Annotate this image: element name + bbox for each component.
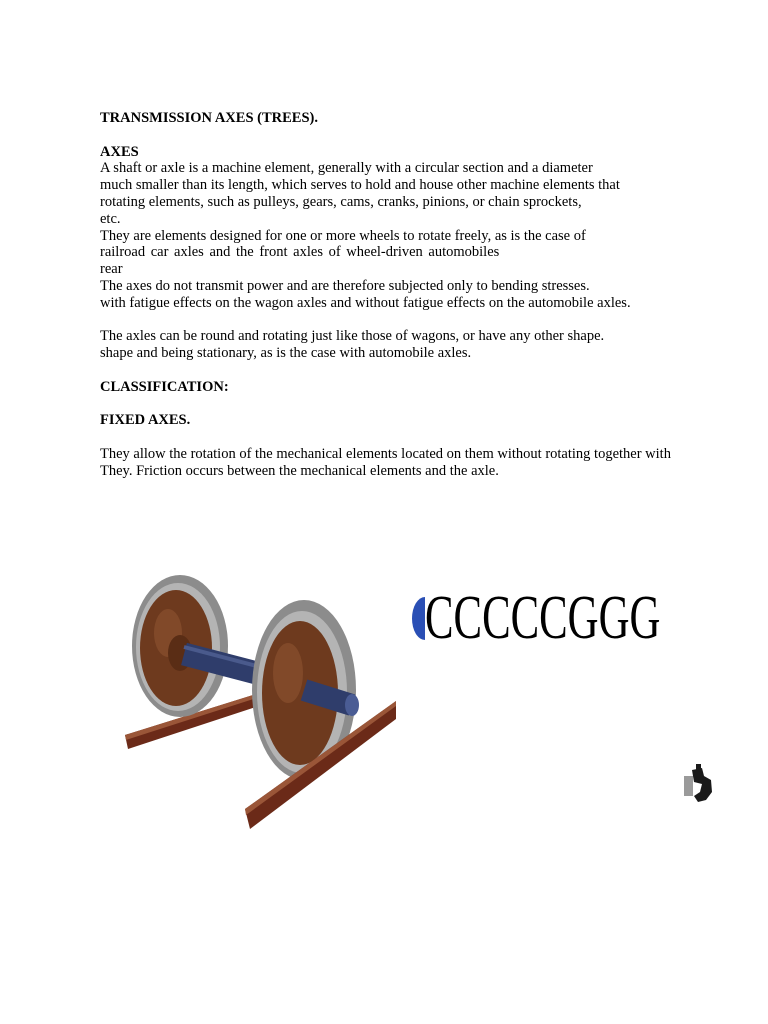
paragraph-line: much smaller than its length, which serves to hold and house other machine elements that bbox=[100, 177, 620, 194]
section-heading-classification: CLASSIFICATION: bbox=[100, 378, 229, 395]
section-heading-fixed-axes: FIXED AXES. bbox=[100, 412, 191, 429]
paragraph-line: railroad car axles and the front axles of wheel-driven automobiles bbox=[100, 244, 500, 261]
wheelset-illustration bbox=[100, 555, 400, 835]
paragraph-line: A shaft or axle is a machine element, generally with a circular section and a diameter bbox=[100, 160, 593, 177]
front-wheel-disk-shine bbox=[273, 643, 303, 703]
blank-line bbox=[100, 362, 740, 379]
part-bracket bbox=[692, 768, 712, 802]
paragraph-line: rear bbox=[100, 261, 123, 278]
paragraph-line: rotating elements, such as pulleys, gears, cams, cranks, pinions, or chain sprockets, bbox=[100, 193, 582, 210]
paragraph-line: with fatigue effects on the wagon axles and without fatigue effects on the automobile axles. bbox=[100, 294, 631, 311]
section-heading-axes: AXES bbox=[100, 143, 139, 160]
axle-stub bbox=[304, 690, 352, 705]
blank-line bbox=[100, 429, 740, 446]
paragraph-line: The axes do not transmit power and are therefore subjected only to bending stresses. bbox=[100, 277, 590, 294]
paragraph-line: They allow the rotation of the mechanical elements located on them without rotating together with bbox=[100, 445, 671, 462]
axle-end-cap bbox=[345, 694, 359, 716]
blue-half-circle-mark bbox=[412, 597, 425, 640]
part-body bbox=[684, 776, 693, 796]
blank-line bbox=[100, 127, 740, 144]
document-body bbox=[100, 110, 740, 480]
paragraph-line: The axles can be round and rotating just like those of wagons, or have any other shape. bbox=[100, 328, 605, 345]
paragraph-line: etc. bbox=[100, 210, 121, 227]
blank-line bbox=[100, 396, 740, 413]
paragraph-line: They. Friction occurs between the mechanical elements and the axle. bbox=[100, 462, 499, 479]
part-bolt bbox=[696, 764, 701, 774]
paragraph-line: shape and being stationary, as is the case with automobile axles. bbox=[100, 345, 472, 362]
mechanical-part-image bbox=[680, 762, 714, 808]
blank-line bbox=[100, 312, 740, 329]
figure-label-text: CCCCCGGG bbox=[425, 584, 661, 652]
paragraph-line: They are elements designed for one or more wheels to rotate freely, as is the case of bbox=[100, 227, 586, 244]
document-title: TRANSMISSION AXES (TREES). bbox=[100, 110, 318, 126]
